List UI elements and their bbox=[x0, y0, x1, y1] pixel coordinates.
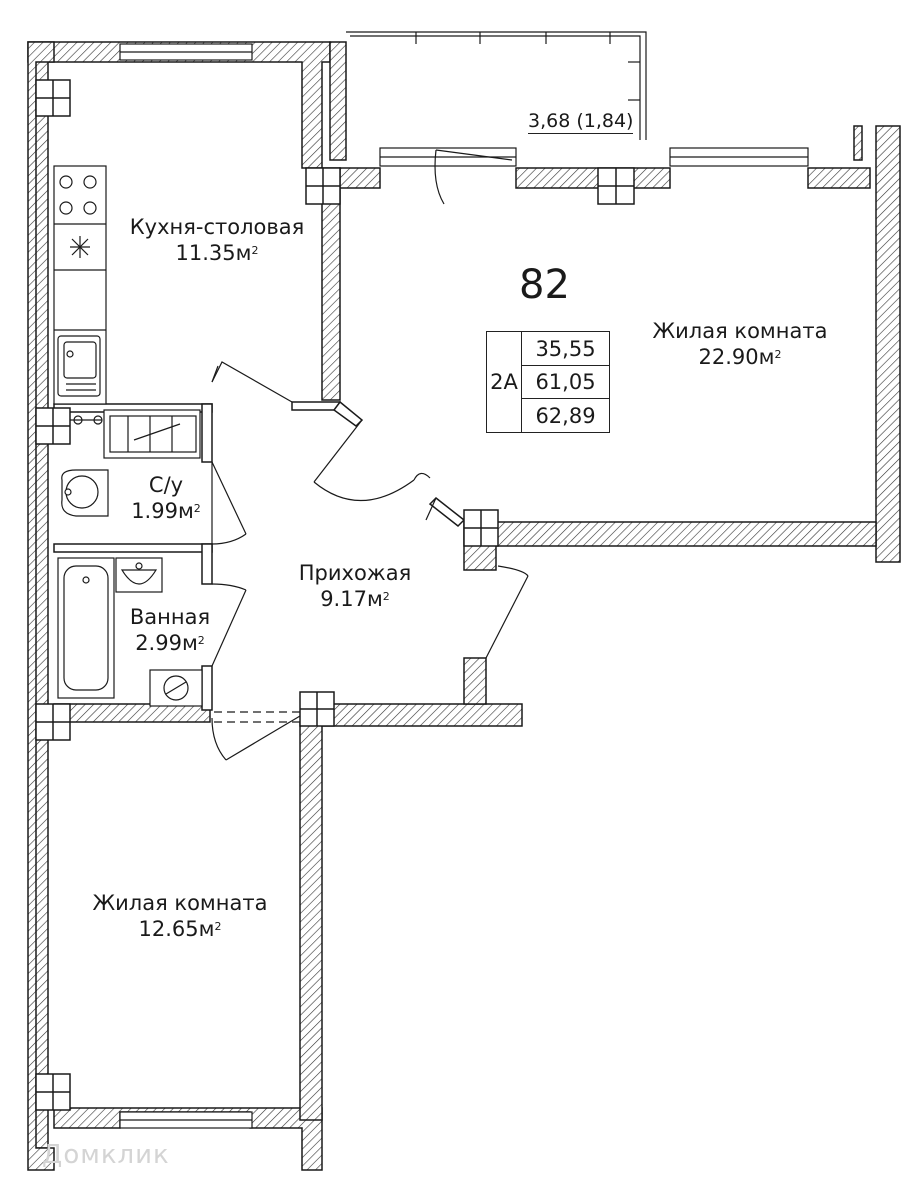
area-unit-sup: 2 bbox=[251, 244, 259, 257]
balcony-area-label: 3,68 (1,84) bbox=[528, 110, 634, 132]
room-area: 2.99м bbox=[135, 631, 198, 655]
column bbox=[36, 80, 70, 116]
area-unit-sup: 2 bbox=[214, 920, 222, 933]
room-area: 22.90м bbox=[698, 345, 775, 369]
room-name: С/у bbox=[148, 473, 184, 497]
washing-machine-icon bbox=[104, 410, 200, 458]
room-name: Жилая комната bbox=[652, 319, 828, 343]
total-area-value: 61,05 bbox=[522, 365, 609, 399]
fridge-icon bbox=[70, 236, 90, 258]
bedroom-opening bbox=[214, 712, 300, 722]
room-area: 11.35м bbox=[175, 241, 252, 265]
area-unit-sup: 2 bbox=[193, 502, 201, 515]
living-area-value: 35,55 bbox=[522, 332, 609, 366]
room-area: 1.99м bbox=[131, 499, 194, 523]
sink-icon bbox=[58, 336, 100, 396]
living-door bbox=[314, 420, 414, 501]
bathtub-icon bbox=[58, 558, 114, 698]
column bbox=[300, 692, 334, 726]
area-summary-box bbox=[486, 331, 610, 433]
window bbox=[380, 148, 516, 166]
toilet-icon bbox=[62, 470, 108, 516]
room-label-living-large bbox=[630, 318, 850, 370]
window bbox=[120, 44, 252, 60]
window bbox=[670, 148, 808, 166]
column bbox=[464, 510, 498, 546]
faucet-icon bbox=[70, 416, 102, 424]
living-door-2 bbox=[414, 473, 436, 520]
column bbox=[36, 704, 70, 740]
room-name: Жилая комната bbox=[92, 891, 268, 915]
room-label-wc bbox=[106, 472, 226, 524]
kitchen-door bbox=[212, 362, 292, 402]
column bbox=[306, 168, 340, 204]
room-name: Кухня-столовая bbox=[129, 215, 305, 239]
room-label-bedroom bbox=[70, 890, 290, 942]
entry-door bbox=[486, 566, 528, 658]
area-unit-sup: 2 bbox=[774, 348, 782, 361]
boiler-icon bbox=[150, 670, 202, 706]
window bbox=[120, 1112, 252, 1128]
column bbox=[36, 408, 70, 444]
room-label-hall bbox=[280, 560, 430, 612]
room-name: Прихожая bbox=[298, 561, 412, 585]
total-area-with-balcony-value: 62,89 bbox=[535, 403, 596, 428]
column bbox=[598, 168, 634, 204]
watermark: Домклик bbox=[42, 1140, 170, 1170]
windows bbox=[120, 44, 808, 1128]
area-unit-sup: 2 bbox=[197, 634, 205, 647]
kitchen-fixtures bbox=[54, 166, 106, 404]
area-unit-sup: 2 bbox=[382, 590, 390, 603]
washbasin-icon bbox=[116, 558, 162, 592]
room-area: 9.17м bbox=[320, 587, 383, 611]
apartment-number: 82 bbox=[519, 262, 570, 308]
column bbox=[36, 1074, 70, 1110]
bathroom-fixtures bbox=[58, 410, 202, 706]
apartment-type: 2A bbox=[487, 332, 522, 432]
room-label-bath bbox=[110, 604, 230, 656]
room-area: 12.65м bbox=[138, 917, 215, 941]
room-label-kitchen bbox=[112, 214, 322, 266]
room-name: Ванная bbox=[129, 605, 211, 629]
